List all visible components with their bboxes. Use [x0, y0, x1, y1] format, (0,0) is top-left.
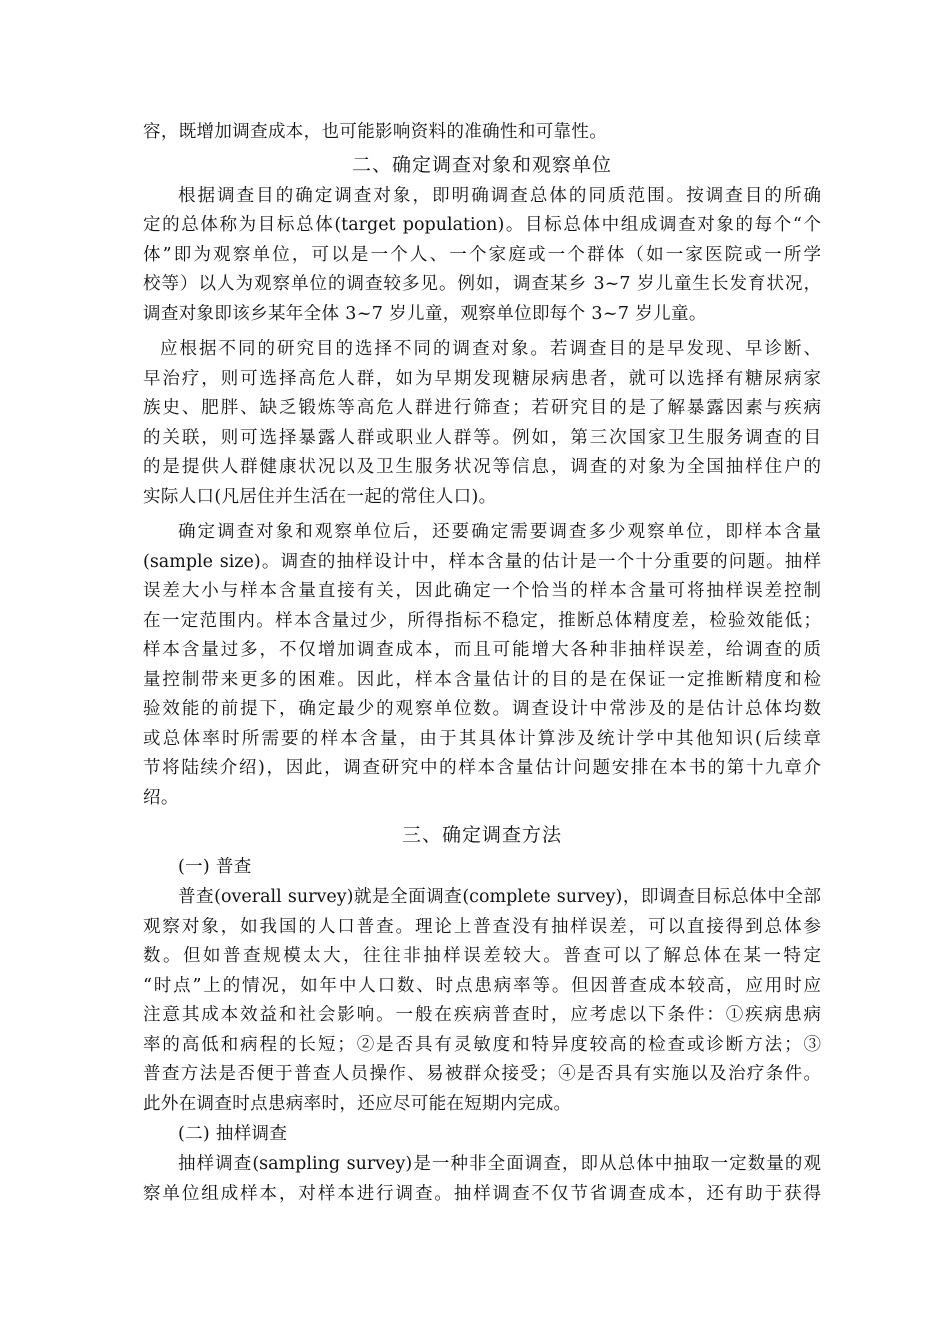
paragraph-line: 注意其成本效益和社会影响。一般在疾病普查时，应考虑以下条件：①疾病患病: [143, 1005, 821, 1025]
document-body: [143, 118, 821, 1209]
paragraph-line: 抽样调查(sampling survey)是一种非全面调查，即从总体中抽取一定数量的观: [178, 1154, 821, 1174]
paragraph-line: 族史、肥胖、缺乏锻炼等高危人群进行筛查；若研究目的是了解暴露因素与疾病: [143, 398, 821, 418]
paragraph-line: 根据调查目的确定调查对象，即明确调查总体的同质范围。按调查目的所确: [178, 185, 821, 206]
paragraph-line: 的是提供人群健康状况以及卫生服务状况等信息，调查的对象为全国抽样住户的: [143, 457, 821, 477]
paragraph-line: 验效能的前提下，确定最少的观察单位数。调查设计中常涉及的是估计总体均数: [143, 699, 821, 719]
paragraph-line: 在一定范围内。样本含量过少，所得指标不稳定，推断总体精度差，检验效能低；: [143, 610, 821, 631]
paragraph-line: (sample size)。调查的抽样设计中，样本含量的估计是一个十分重要的问题。抽样: [143, 551, 821, 572]
section-heading-2: 二、确定调查对象和观察单位: [351, 153, 612, 176]
paragraph-line: 观察对象，如我国的人口普查。理论上普查没有抽样误差，可以直接得到总体参: [143, 916, 821, 937]
paragraph-line: 的关联，则可选择暴露人群或职业人群等。例如，第三次国家卫生服务调查的目: [143, 427, 821, 448]
paragraph-line: 定的总体称为目标总体(target population)。目标总体中组成调查对象的每个“个: [143, 215, 821, 235]
section-heading-3: 三、确定调查方法: [401, 824, 562, 846]
paragraph-line: 量控制带来更多的困难。因此，样本含量估计的目的是在保证一定推断精度和检: [143, 669, 821, 690]
paragraph-line: 确定调查对象和观察单位后，还要确定需要调查多少观察单位，即样本含量: [178, 522, 821, 542]
paragraph-line: 节将陆续介绍)，因此，调查研究中的样本含量估计问题安排在本书的第十九章介: [143, 758, 821, 778]
paragraph-line: 应根据不同的研究目的选择不同的调查对象。若调查目的是早发现、早诊断、: [160, 339, 821, 359]
paragraph-line: 率的高低和病程的长短；②是否具有灵敏度和特异度较高的检查或诊断方法；③: [143, 1034, 821, 1055]
paragraph-line: 容，既增加调查成本，也可能影响资料的准确性和可靠性。: [143, 122, 608, 142]
paragraph-line: 普查方法是否便于普查人员操作、易被群众接受；④是否具有实施以及治疗条件。: [143, 1064, 821, 1084]
paragraph-line: 察单位组成样本，对样本进行调查。抽样调查不仅节省调查成本，还有助于获得: [143, 1183, 821, 1204]
subsection-heading-sampling: (二) 抽样调查: [178, 1124, 288, 1144]
paragraph-line: 绍。: [143, 787, 179, 808]
paragraph-line: 普查(overall survey)就是全面调查(complete survey)，即调查目标总体中全部: [178, 887, 821, 907]
paragraph-line: 早治疗，则可选择高危人群，如为早期发现糖尿病患者，就可以选择有糖尿病家: [143, 368, 821, 389]
paragraph-line: 实际人口(凡居住并生活在一起的常住人口)。: [143, 486, 497, 507]
subsection-heading-census: (一) 普查: [178, 857, 252, 877]
paragraph-line: 调查对象即该乡某年全体 3~7 岁儿童，观察单位即每个 3~7 岁儿童。: [143, 303, 707, 324]
paragraph-line: 校等）以人为观察单位的调查较多见。例如，调查某乡 3~7 岁儿童生长发育状况，: [143, 274, 821, 294]
paragraph-line: 样本含量过多，不仅增加调查成本，而且可能增大各种非抽样误差，给调查的质: [143, 640, 821, 660]
paragraph-line: 或总体率时所需要的样本含量，由于其具体计算涉及统计学中其他知识(后续章: [143, 728, 821, 749]
paragraph-line: 误差大小与样本含量直接有关，因此确定一个恰当的样本含量可将抽样误差控制: [143, 581, 821, 601]
paragraph-line: “时点”上的情况，如年中人口数、时点患病率等。但因普查成本较高，应用时应: [143, 975, 821, 996]
paragraph-line: 数。但如普查规模太大，往往非抽样误差较大。普查可以了解总体在某一特定: [143, 946, 821, 966]
paragraph-line: 此外在调查时点患病率时，还应尽可能在短期内完成。: [143, 1093, 572, 1114]
paragraph-line: 体”即为观察单位，可以是一个人、一个家庭或一个群体（如一家医院或一所学: [143, 244, 821, 265]
